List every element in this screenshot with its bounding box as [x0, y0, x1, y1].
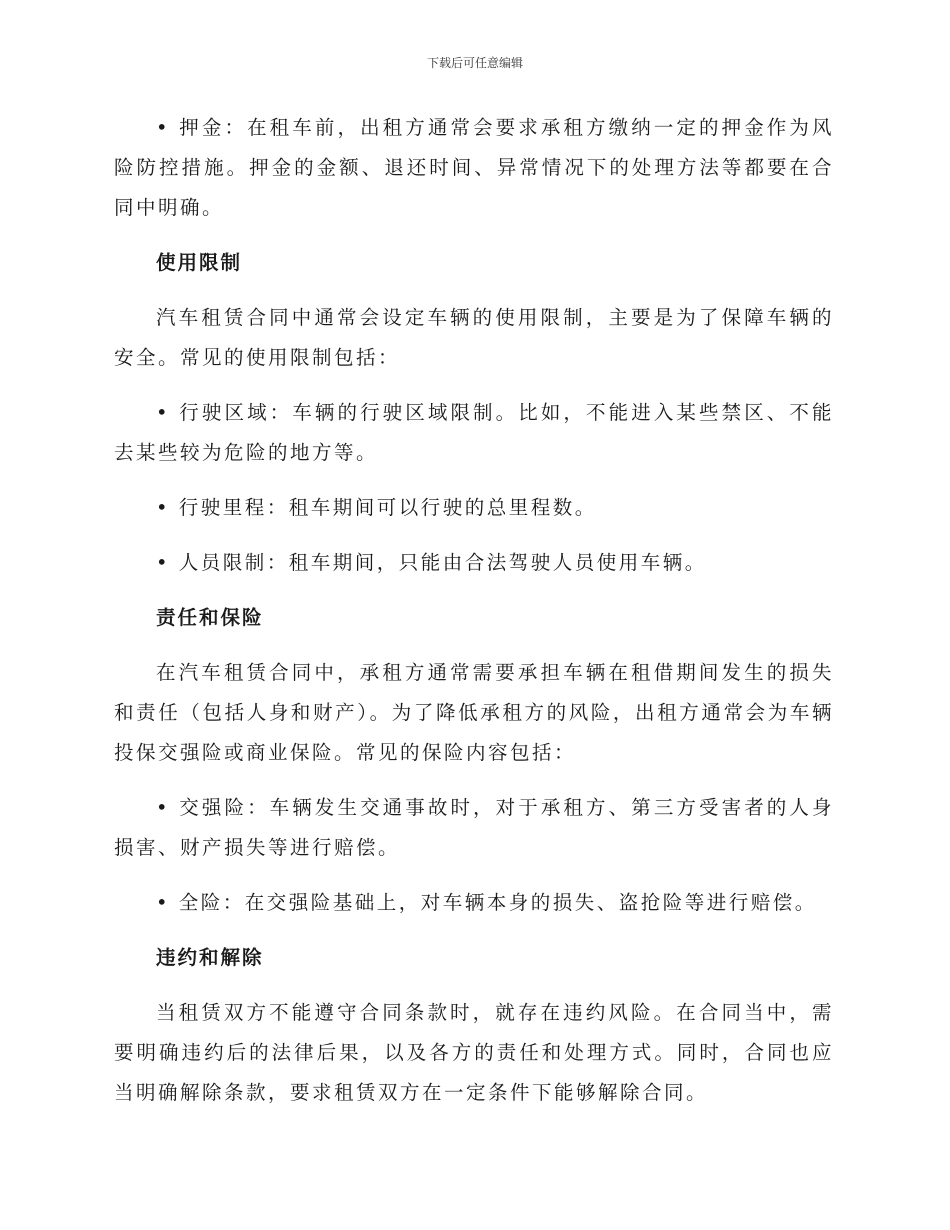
heading-breach-termination: 违约和解除: [156, 946, 264, 969]
paragraph-liability-insurance: 在汽车租赁合同中，承租方通常需要承担车辆在租借期间发生的损失和责任（包括人身和财产）。为了降低承租方的风险，出租方通常会为车辆投保交强险或商业保险。常见的保险内容包括：: [114, 661, 834, 764]
paragraph-breach-termination: 当租赁双方不能遵守合同条款时，就存在违约风险。在合同当中，需要明确违约后的法律后果，以及各方的责任和处理方式。同时，合同也应当明确解除条款，要求租赁双方在一定条件下能够解除合同。: [114, 1001, 834, 1104]
bullet-mileage: • 行驶里程：租车期间可以行驶的总里程数。: [156, 496, 597, 519]
heading-liability-insurance: 责任和保险: [156, 606, 264, 629]
bullet-driving-area: • 行驶区域：车辆的行驶区域限制。比如，不能进入某些禁区、不能去某些较为危险的地方等。: [114, 401, 834, 464]
bullet-deposit: • 押金：在租车前，出租方通常会要求承租方缴纳一定的押金作为风险防控措施。押金的金额、退还时间、异常情况下的处理方法等都要在合同中明确。: [114, 116, 834, 219]
heading-usage-limits: 使用限制: [156, 251, 243, 274]
header-note: 下载后可任意编辑: [426, 56, 523, 70]
bullet-compulsory-insurance: • 交强险：车辆发生交通事故时，对于承租方、第三方受害者的人身损害、财产损失等进行赔偿。: [114, 796, 834, 859]
paragraph-usage-limits: 汽车租赁合同中通常会设定车辆的使用限制，主要是为了保障车辆的安全。常见的使用限制包括：: [114, 306, 834, 369]
document-body: [114, 108, 834, 1128]
bullet-personnel: • 人员限制：租车期间，只能由合法驾驶人员使用车辆。: [156, 551, 707, 574]
bullet-full-insurance: • 全险：在交强险基础上，对车辆本身的损失、盗抢险等进行赔偿。: [156, 891, 817, 914]
